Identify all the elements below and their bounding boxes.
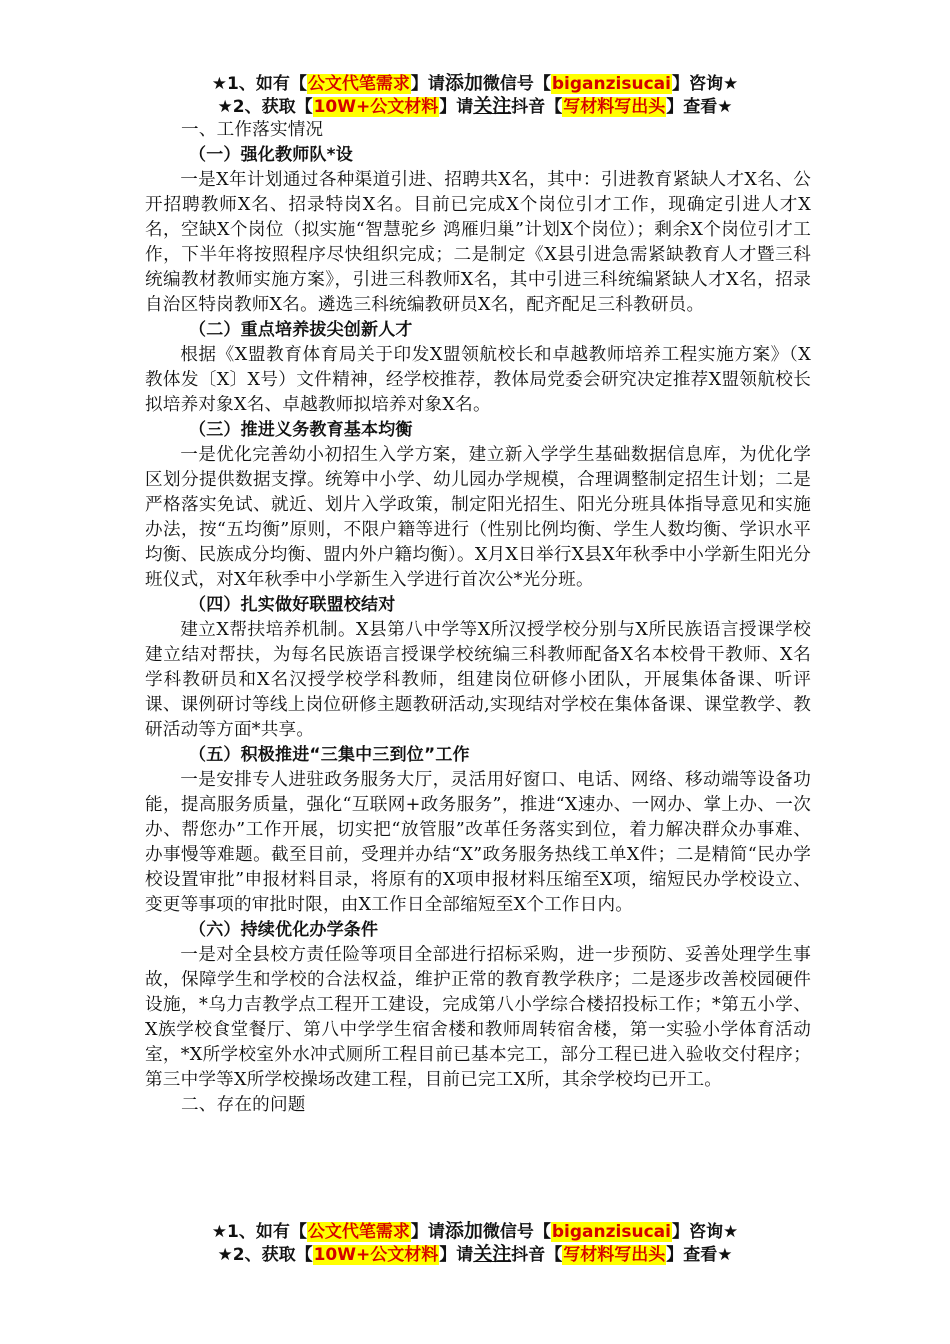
banner-text: 抖音【 [511,1245,563,1265]
promo-banner-top-line2 [0,95,950,118]
subsection-title-5: （五）积极推进“三集中三到位”工作 [189,745,470,765]
paragraph: 一是对全县校方责任险等项目全部进行招标采购，进一步预防、妥善处理学生事故，保障学生和学校的合法权益，维护正常的教育教学秩序；二是逐步改善校园硬件设施，*乌力吉教学点工程开工建设，完成第八小学综合楼招投标工作；*第五小学、X族学校食堂餐厅、第八中学学生宿舍楼和教师周转宿舍楼，第一实验小学体育活动室，*X所学校室外水冲式厕所工程目前已基本完工，部分工程已进入验收交付程序；第三中学等X所学校操场改建工程，目前已完工X所，其余学校均已开工。 [145,945,811,1090]
banner-text: 】咨询★ [671,1222,739,1242]
banner-text: 】请 [410,74,445,94]
document-body [145,118,811,1118]
paragraph: 根据《X盟教育体育局关于印发X盟领航校长和卓越教师培养工程实施方案》（X教体发〔X〕X号）文件精神，经学校推荐，教体局党委会研究决定推荐X盟领航校长拟培养对象X名、卓越教师拟培养对象X名。 [145,345,811,415]
banner-text: ★2、获取【 [217,97,313,117]
banner-text: 】查看★ [666,97,733,117]
promo-banner-bottom-line1 [0,1220,950,1243]
banner-highlight-wechat: biganzisucai [551,74,671,94]
banner-emphasis: 添加 [444,72,483,94]
subsection-title-6: （六）持续优化办学条件 [189,920,379,940]
promo-banner-top-line1 [0,72,950,95]
banner-highlight-douyin: 写材料写出头 [563,97,666,117]
promo-banner-bottom-line2 [0,1243,950,1266]
banner-highlight: 公文代笔需求 [307,74,410,94]
banner-text: 微信号【 [482,74,551,94]
paragraph: 建立X帮扶培养机制。X县第八中学等X所汉授学校分别与X所民族语言授课学校建立结对帮扶，为每名民族语言授课学校统编三科教师配备X名本校骨干教师、X名学科教研员和X名汉授学校学科教师，组建岗位研修小团队，开展集体备课、听评课、课例研讨等线上岗位研修主题教研活动,实现结对学校在集体备课、课堂教学、教研活动等方面*共享。 [145,620,811,740]
paragraph: 一是优化完善幼小初招生入学方案，建立新入学学生基础数据信息库，为优化学区划分提供数据支撑。统筹中小学、幼儿园办学规模，合理调整制定招生计划；二是严格落实免试、就近、划片入学政策，制定阳光招生、阳光分班具体指导意见和实施办法，按“五均衡”原则，不限户籍等进行（性别比例均衡、学生人数均衡、学识水平均衡、民族成分均衡、盟内外户籍均衡）。X月X日举行X县X年秋季中小学新生阳光分班仪式，对X年秋季中小学新生入学进行首次公*光分班。 [145,445,811,590]
section-heading-1: 一、工作落实情况 [181,120,324,140]
banner-text: 】咨询★ [671,74,739,94]
banner-highlight-wechat: biganzisucai [551,1222,671,1242]
banner-highlight: 公文代笔需求 [307,1222,410,1242]
subsection-title-3: （三）推进义务教育基本均衡 [189,420,413,440]
banner-text: ★1、如有【 [211,74,307,94]
banner-highlight: 10W+公文材料 [313,1245,439,1265]
section-heading-2: 二、存在的问题 [181,1095,306,1115]
banner-text: ★2、获取【 [217,1245,313,1265]
banner-emphasis: 添加 [444,1220,483,1242]
banner-text: 】请 [439,97,474,117]
banner-text: 】请 [410,1222,445,1242]
subsection-title-4: （四）扎实做好联盟校结对 [189,595,396,615]
paragraph: 一是安排专人进驻政务服务大厅，灵活用好窗口、电话、网络、移动端等设备功能，提高服务质量，强化“互联网+政务服务”，推进“X速办、一网办、掌上办、一次办、帮您办”工作开展，切实把“放管服”改革任务落实到位，着力解决群众办事难、办事慢等难题。截至目前，受理并办结“X”政务服务热线工单X件；二是精简“民办学校设置审批”申报材料目录，将原有的X项申报材料压缩至X项，缩短民办学校设立、变更等事项的审批时限，由X工作日全部缩短至X个工作日内。 [145,770,811,915]
banner-text: 微信号【 [482,1222,551,1242]
banner-text: 】请 [439,1245,474,1265]
paragraph: 一是X年计划通过各种渠道引进、招聘共X名，其中：引进教育紧缺人才X名、公开招聘教师X名、招录特岗X名。目前已完成X个岗位引才工作，现确定引进人才X名，空缺X个岗位（拟实施“智慧驼乡 鸿雁归巢”计划X个岗位）；剩余X个岗位引才工作，下半年将按照程序尽快组织完成；二是制定《X县引进急需紧缺教育人才暨三科统编教材教师实施方案》，引进三科教师X名，其中引进三科统编紧缺人才X名，招录自治区特岗教师X名。遴选三科统编教研员X名，配齐配足三科教研员。 [145,170,811,315]
banner-emphasis: 关注 [473,95,512,117]
banner-highlight-douyin: 写材料写出头 [563,1245,666,1265]
banner-emphasis: 关注 [473,1243,512,1265]
banner-text: 】查看★ [666,1245,733,1265]
banner-highlight: 10W+公文材料 [313,97,439,117]
banner-text: 抖音【 [511,97,563,117]
banner-text: ★1、如有【 [211,1222,307,1242]
subsection-title-1: （一）强化教师队*设 [189,145,353,165]
subsection-title-2: （二）重点培养拔尖创新人才 [189,320,413,340]
